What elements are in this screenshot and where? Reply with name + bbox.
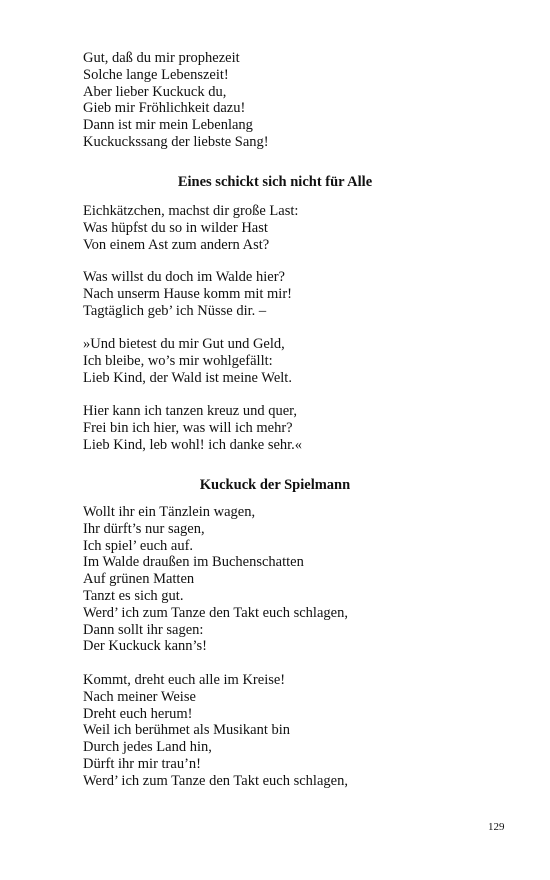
verse-line: Ich bleibe, wo’s mir wohlgefällt: <box>83 352 273 369</box>
verse-line: Lieb Kind, der Wald ist meine Welt. <box>83 369 292 386</box>
poem-title: Eines schickt sich nicht für Alle <box>177 174 373 190</box>
verse-line: Lieb Kind, leb wohl! ich danke sehr.« <box>83 436 303 453</box>
stanza-continuation <box>83 50 513 151</box>
stanza <box>83 403 513 453</box>
verse-line: Werd’ ich zum Tanze den Takt euch schlagen, <box>83 772 348 789</box>
verse-line: Dann sollt ihr sagen: <box>83 621 204 638</box>
verse-line: Nach unserm Hause komm mit mir! <box>83 285 292 302</box>
verse-line: Gieb mir Fröhlichkeit dazu! <box>83 100 246 117</box>
verse-line: Aber lieber Kuckuck du, <box>83 83 227 100</box>
verse-line: Was willst du doch im Walde hier? <box>83 269 285 285</box>
verse-line: Kommt, dreht euch alle im Kreise! <box>83 672 286 688</box>
verse-line: Werd’ ich zum Tanze den Takt euch schlagen, <box>83 604 348 621</box>
verse-line: Tanzt es sich gut. <box>83 587 184 604</box>
verse-line: Frei bin ich hier, was will ich mehr? <box>83 419 293 436</box>
stanza <box>83 504 513 655</box>
verse-line: Von einem Ast zum andern Ast? <box>83 236 270 253</box>
verse-line: Tagtäglich geb’ ich Nüsse dir. – <box>83 302 267 319</box>
stanza <box>83 269 513 319</box>
verse-line: Hier kann ich tanzen kreuz und quer, <box>83 403 298 419</box>
verse-line: Dann ist mir mein Lebenlang <box>83 117 253 134</box>
verse-line: »Und bietest du mir Gut und Geld, <box>83 336 285 352</box>
verse-line: Dürft ihr mir trau’n! <box>83 755 201 772</box>
page-number: 129 <box>488 821 505 833</box>
verse-line: Auf grünen Matten <box>83 571 195 588</box>
verse-line: Gut, daß du mir prophezeit <box>83 50 240 66</box>
verse-line: Nach meiner Weise <box>83 688 196 705</box>
stanza <box>83 672 513 790</box>
verse-line: Kuckuckssang der liebste Sang! <box>83 133 269 150</box>
stanza <box>83 203 513 253</box>
verse-line: Durch jedes Land hin, <box>83 739 212 756</box>
verse-line: Eichkätzchen, machst dir große Last: <box>83 203 299 219</box>
verse-line: Dreht euch herum! <box>83 705 193 722</box>
verse-line: Solche lange Lebenszeit! <box>83 66 229 83</box>
verse-line: Weil ich berühmet als Musikant bin <box>83 722 291 739</box>
verse-line: Wollt ihr ein Tänzlein wagen, <box>83 504 256 520</box>
verse-line: Ihr dürft’s nur sagen, <box>83 520 205 537</box>
verse-line: Ich spiel’ euch auf. <box>83 537 194 554</box>
verse-line: Im Walde draußen im Buchenschatten <box>83 554 304 571</box>
verse-line: Der Kuckuck kann’s! <box>83 638 208 655</box>
verse-line: Was hüpfst du so in wilder Hast <box>83 219 268 236</box>
stanza <box>83 336 513 386</box>
poem-title: Kuckuck der Spielmann <box>199 477 351 493</box>
